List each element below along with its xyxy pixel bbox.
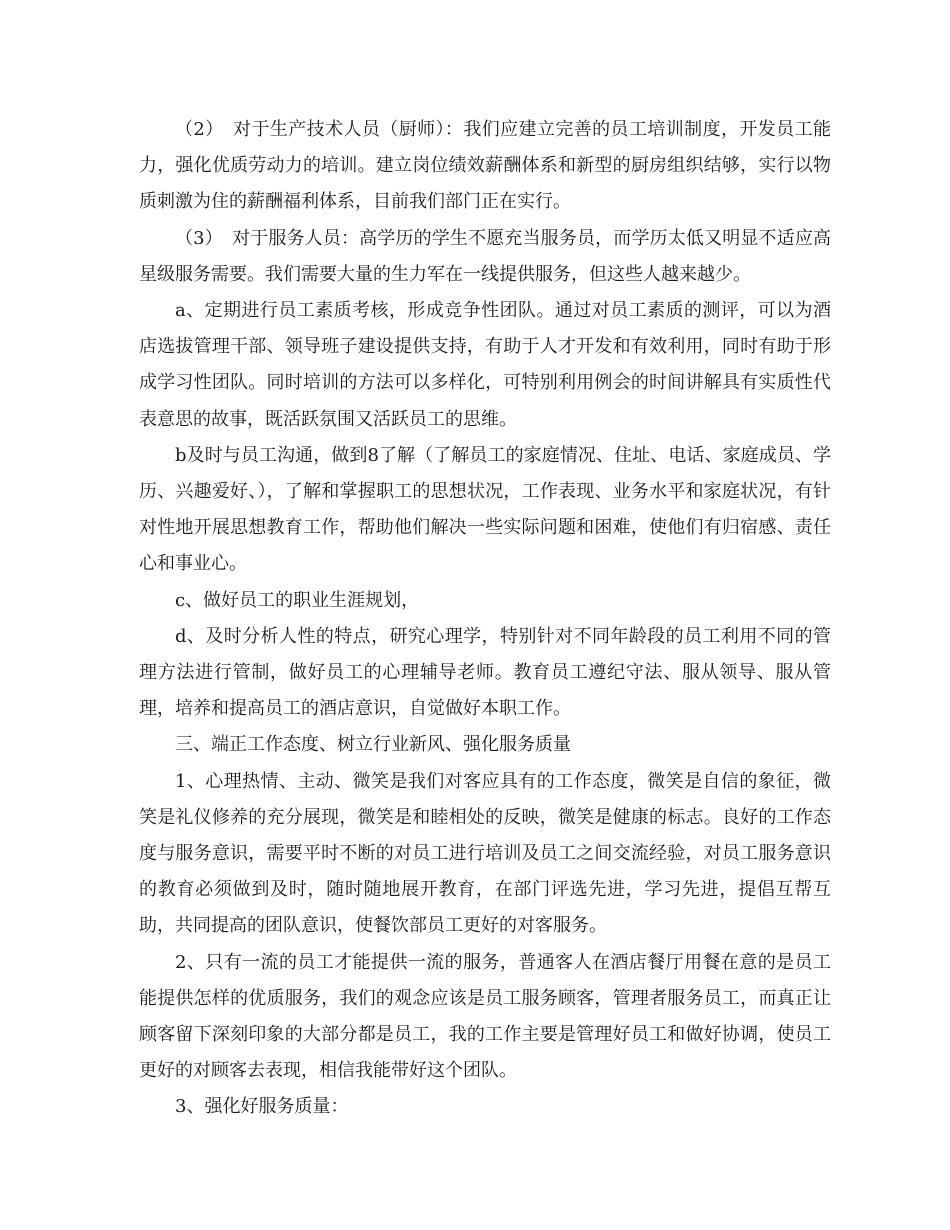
paragraph-point-3: 3、强化好服务质量： <box>175 1096 349 1118</box>
paragraph-chef-training: （2） 对于生产技术人员（厨师）：我们应建立完善的员工培训制度，开发员工能力，强化优质劳动力的培训。建立岗位绩效薪酬体系和新型的厨房组织结够，实行以物质刺激为住的薪酬福利体系，目前我们部门正在实行。 <box>139 119 831 213</box>
paragraph-point-2: 2、只有一流的员工才能提供一流的服务，普通客人在酒店餐厅用餐在意的是员工能提供怎样的优质服务，我们的观念应该是员工服务顾客，管理者服务员工，而真正让顾客留下深刻印象的大部分都是员工，我的工作主要是管理好员工和做好协调，使员工更好的对顾客去表现，相信我能带好这个团队。 <box>139 951 831 1082</box>
paragraph-service-staff: （3） 对于服务人员：高学历的学生不愿充当服务员，而学历太低又明显不适应高星级服务需要。我们需要大量的生力军在一线提供服务，但这些人越来越少。 <box>139 227 831 285</box>
paragraph-item-d: d、及时分析人性的特点，研究心理学，特别针对不同年龄段的员工利用不同的管理方法进行管制，做好员工的心理辅导老师。教育员工遵纪守法、服从领导、服从管理，培养和提高员工的酒店意识，自觉做好本职工作。 <box>139 625 831 720</box>
paragraph-item-b: b及时与员工沟通，做到8了解（了解员工的家庭情况、住址、电话、家庭成员、学历、兴趣爱好、），了解和掌握职工的思想状况，工作表现、业务水平和家庭状况，有针对性地开展思想教育工作，帮助他们解决一些实际问题和困难，使他们有归宿感、责任心和事业心。 <box>139 444 831 575</box>
section-heading-three: 三、端正工作态度、树立行业新风、强化服务质量 <box>175 734 571 756</box>
paragraph-point-1: 1、心理热情、主动、微笑是我们对客应具有的工作态度，微笑是自信的象征，微笑是礼仪修养的充分展现，微笑是和睦相处的反映，微笑是健康的标志。良好的工作态度与服务意识，需要平时不断的对员工进行培训及员工之间交流经验，对员工服务意识的教育必须做到及时，随时随地展开教育，在部门评选先进，学习先进，提倡互帮互助，共同提高的团队意识，使餐饮部员工更好的对客服务。 <box>139 770 831 937</box>
document-body <box>139 112 831 1126</box>
paragraph-item-c: c、做好员工的职业生涯规划， <box>175 589 420 611</box>
paragraph-item-a: a、定期进行员工素质考核，形成竞争性团队。通过对员工素质的测评，可以为酒店选拔管理干部、领导班子建设提供支持，有助于人才开发和有效利用，同时有助于形成学习性团队。同时培训的方法可以多样化，可特别利用例会的时间讲解具有实质性代表意思的故事，既活跃氛围又活跃员工的思维。 <box>139 300 831 430</box>
